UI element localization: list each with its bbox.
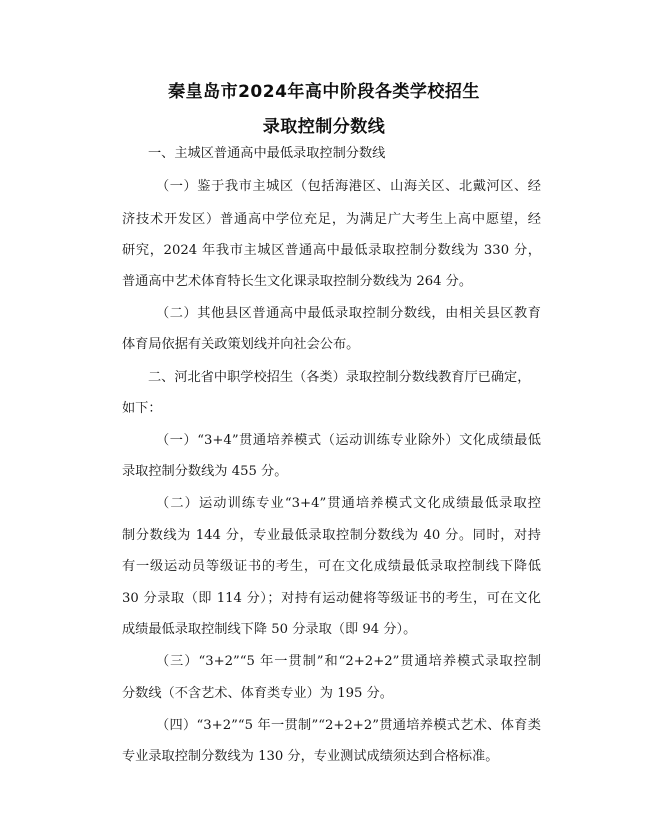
paragraph-line: 研究，2024 年我市主城区普通高中最低录取控制分数线为 330 分， [122, 243, 541, 258]
paragraph-line: 如下： [122, 401, 162, 416]
paragraph-line: （四）“3+2”“5 年一贯制”“2+2+2”贯通培养模式艺术、体育类 [156, 718, 541, 733]
paragraph-line: 有一级运动员等级证书的考生，可在文化成绩最低录取控制线下降低 [122, 559, 541, 574]
paragraph-line: 录取控制分数线为 455 分。 [122, 464, 288, 479]
section-heading-1: 一、主城区普通高中最低录取控制分数线 [148, 146, 386, 161]
paragraph-line: （三）“3+2”“5 年一贯制”和“2+2+2”贯通培养模式录取控制 [156, 654, 541, 669]
paragraph-line: 分数线（不含艺术、体育类专业）为 195 分。 [122, 686, 393, 701]
paragraph-line: （二）其他县区普通高中最低录取控制分数线，由相关县区教育 [156, 306, 541, 321]
paragraph-line: 成绩最低录取控制线下降 50 分录取（即 94 分）。 [122, 622, 417, 637]
section-heading-2: 二、河北省中职学校招生（各类）录取控制分数线教育厅已确定， [148, 370, 531, 385]
paragraph-line: 普通高中艺术体育特长生文化课录取控制分数线为 264 分。 [122, 274, 473, 289]
paragraph-line: （一）鉴于我市主城区（包括海港区、山海关区、北戴河区、经 [156, 179, 541, 194]
paragraph-line: 济技术开发区）普通高中学位充足，为满足广大考生上高中愿望，经 [122, 212, 541, 227]
document-title-line-2: 录取控制分数线 [262, 117, 386, 137]
paragraph-line: （一）“3+4”贯通培养模式（运动训练专业除外）文化成绩最低 [156, 433, 541, 448]
paragraph-line: （二）运动训练专业“3+4”贯通培养模式文化成绩最低录取控 [156, 496, 541, 511]
paragraph-line: 制分数线为 144 分，专业最低录取控制分数线为 40 分。同时，对持 [122, 528, 541, 543]
paragraph-line: 30 分录取（即 114 分）；对持有运动健将等级证书的考生，可在文化 [122, 591, 541, 606]
paragraph-line: 体育局依据有关政策划线并向社会公布。 [122, 337, 360, 352]
document-title-line-1: 秦皇岛市2024年高中阶段各类学校招生 [168, 82, 480, 102]
paragraph-line: 专业录取控制分数线为 130 分，专业测试成绩须达到合格标准。 [122, 749, 499, 764]
